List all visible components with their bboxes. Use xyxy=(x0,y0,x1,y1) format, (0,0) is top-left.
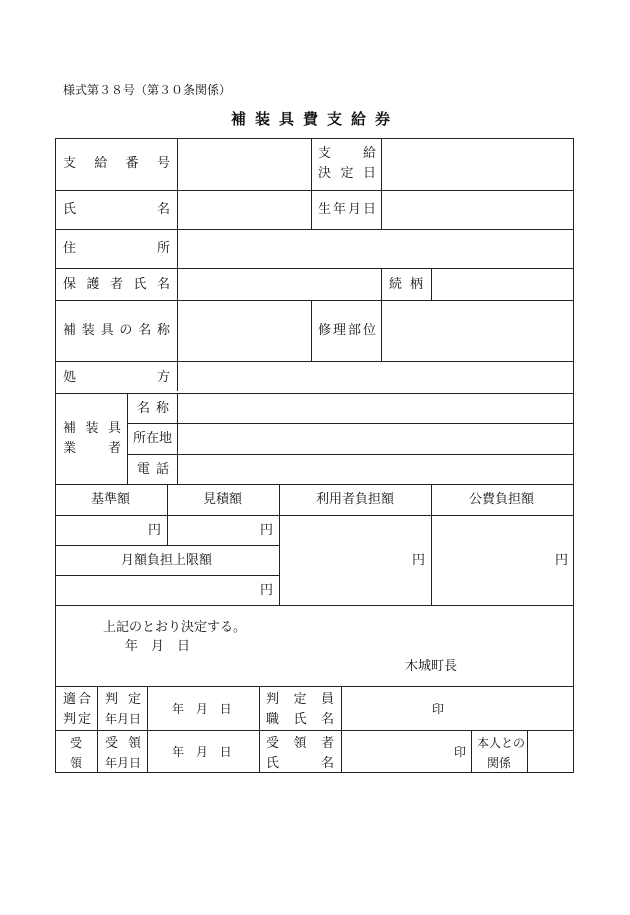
label-receipt-date-l2: 年月日 xyxy=(105,756,142,770)
decision-date-field[interactable] xyxy=(382,139,573,190)
label-guardian-name: 保 護 者 氏 名 xyxy=(63,277,170,292)
vendor-location-field[interactable] xyxy=(178,424,573,454)
vendor-name-field[interactable] xyxy=(178,394,573,423)
label-conformity-l1: 適 合 xyxy=(63,692,91,707)
label-payment-number: 支 給 番 号 xyxy=(63,156,170,171)
prescription-field[interactable] xyxy=(178,362,573,393)
label-judge-date-l2: 年月日 xyxy=(105,712,142,726)
decision-date-line: 年 月 日 xyxy=(125,639,191,654)
label-receipt-date-l1: 受 領 xyxy=(105,736,141,751)
label-vendor-phone: 電 話 xyxy=(137,462,169,477)
label-receipt-l1: 受 xyxy=(70,736,83,750)
label-name: 氏 名 xyxy=(63,202,170,217)
judge-date-field[interactable]: 年 月 日 xyxy=(172,702,236,716)
label-receiver-l1: 受 領 者 xyxy=(266,736,334,751)
birth-date-field[interactable] xyxy=(382,191,573,229)
label-public-burden: 公費負担額 xyxy=(469,492,535,507)
decision-statement: 上記のとおり決定する。 xyxy=(103,620,247,635)
label-prescription: 処 方 xyxy=(63,370,170,385)
label-vendor-l2: 業 者 xyxy=(63,441,121,456)
label-birth-date: 生 年 月 日 xyxy=(318,202,376,217)
label-address: 住 所 xyxy=(63,241,170,256)
public-burden-field[interactable] xyxy=(432,516,573,605)
receipt-date-field[interactable]: 年 月 日 xyxy=(172,745,236,759)
name-field[interactable] xyxy=(178,191,311,229)
user-burden-field[interactable] xyxy=(280,516,431,605)
receiver-name-field[interactable] xyxy=(342,731,471,773)
form-number: 様式第３８号（第３０条関係） xyxy=(63,83,232,97)
label-judge-staff-l2: 職 氏 名 xyxy=(266,712,334,727)
label-judge-staff-l1: 判 定 員 xyxy=(266,692,334,707)
issuer-name: 木城町長 xyxy=(405,659,458,674)
label-relation-l2: 関係 xyxy=(487,756,512,770)
label-relationship: 続 柄 xyxy=(389,277,423,292)
label-user-burden: 利用者負担額 xyxy=(316,492,395,507)
label-vendor-location: 所在地 xyxy=(133,431,173,446)
label-base-amount: 基準額 xyxy=(91,492,131,507)
yen-base-amount: 円 xyxy=(148,523,162,538)
label-decision-date-l2: 決 定 日 xyxy=(318,166,376,181)
form-title: 補装具費支給券 xyxy=(230,110,399,128)
guardian-name-field[interactable] xyxy=(178,269,381,300)
label-judge-date-l1: 判 定 xyxy=(105,692,141,707)
label-device-name: 補 装 具 の 名 称 xyxy=(63,323,170,338)
label-relation-l1: 本人との xyxy=(477,736,526,750)
yen-public-burden: 円 xyxy=(555,553,569,568)
vendor-phone-field[interactable] xyxy=(178,455,573,484)
repair-part-field[interactable] xyxy=(382,301,573,361)
monthly-cap-field[interactable] xyxy=(56,576,279,605)
relationship-field[interactable] xyxy=(432,269,573,300)
relation-field[interactable] xyxy=(528,731,573,773)
label-vendor-name: 名 称 xyxy=(137,401,169,416)
label-decision-date-l1: 支 給 xyxy=(318,146,376,161)
label-receiver-l2: 氏 名 xyxy=(266,756,334,771)
label-repair-part: 修 理 部 位 xyxy=(318,323,376,338)
yen-user-burden: 円 xyxy=(412,553,426,568)
device-name-field[interactable] xyxy=(178,301,311,361)
address-field[interactable] xyxy=(178,230,573,268)
seal-receiver: 印 xyxy=(454,745,467,759)
label-receipt-l2: 領 xyxy=(70,756,83,770)
yen-monthly-cap: 円 xyxy=(260,583,274,598)
label-vendor-l1: 補 装 具 xyxy=(63,421,121,436)
label-monthly-cap: 月額負担上限額 xyxy=(121,553,213,568)
seal-judge: 印 xyxy=(432,702,445,716)
label-conformity-l2: 判 定 xyxy=(63,712,91,727)
payment-number-field[interactable] xyxy=(178,139,311,190)
yen-estimate-amount: 円 xyxy=(260,523,274,538)
label-estimate-amount: 見積額 xyxy=(203,492,243,507)
